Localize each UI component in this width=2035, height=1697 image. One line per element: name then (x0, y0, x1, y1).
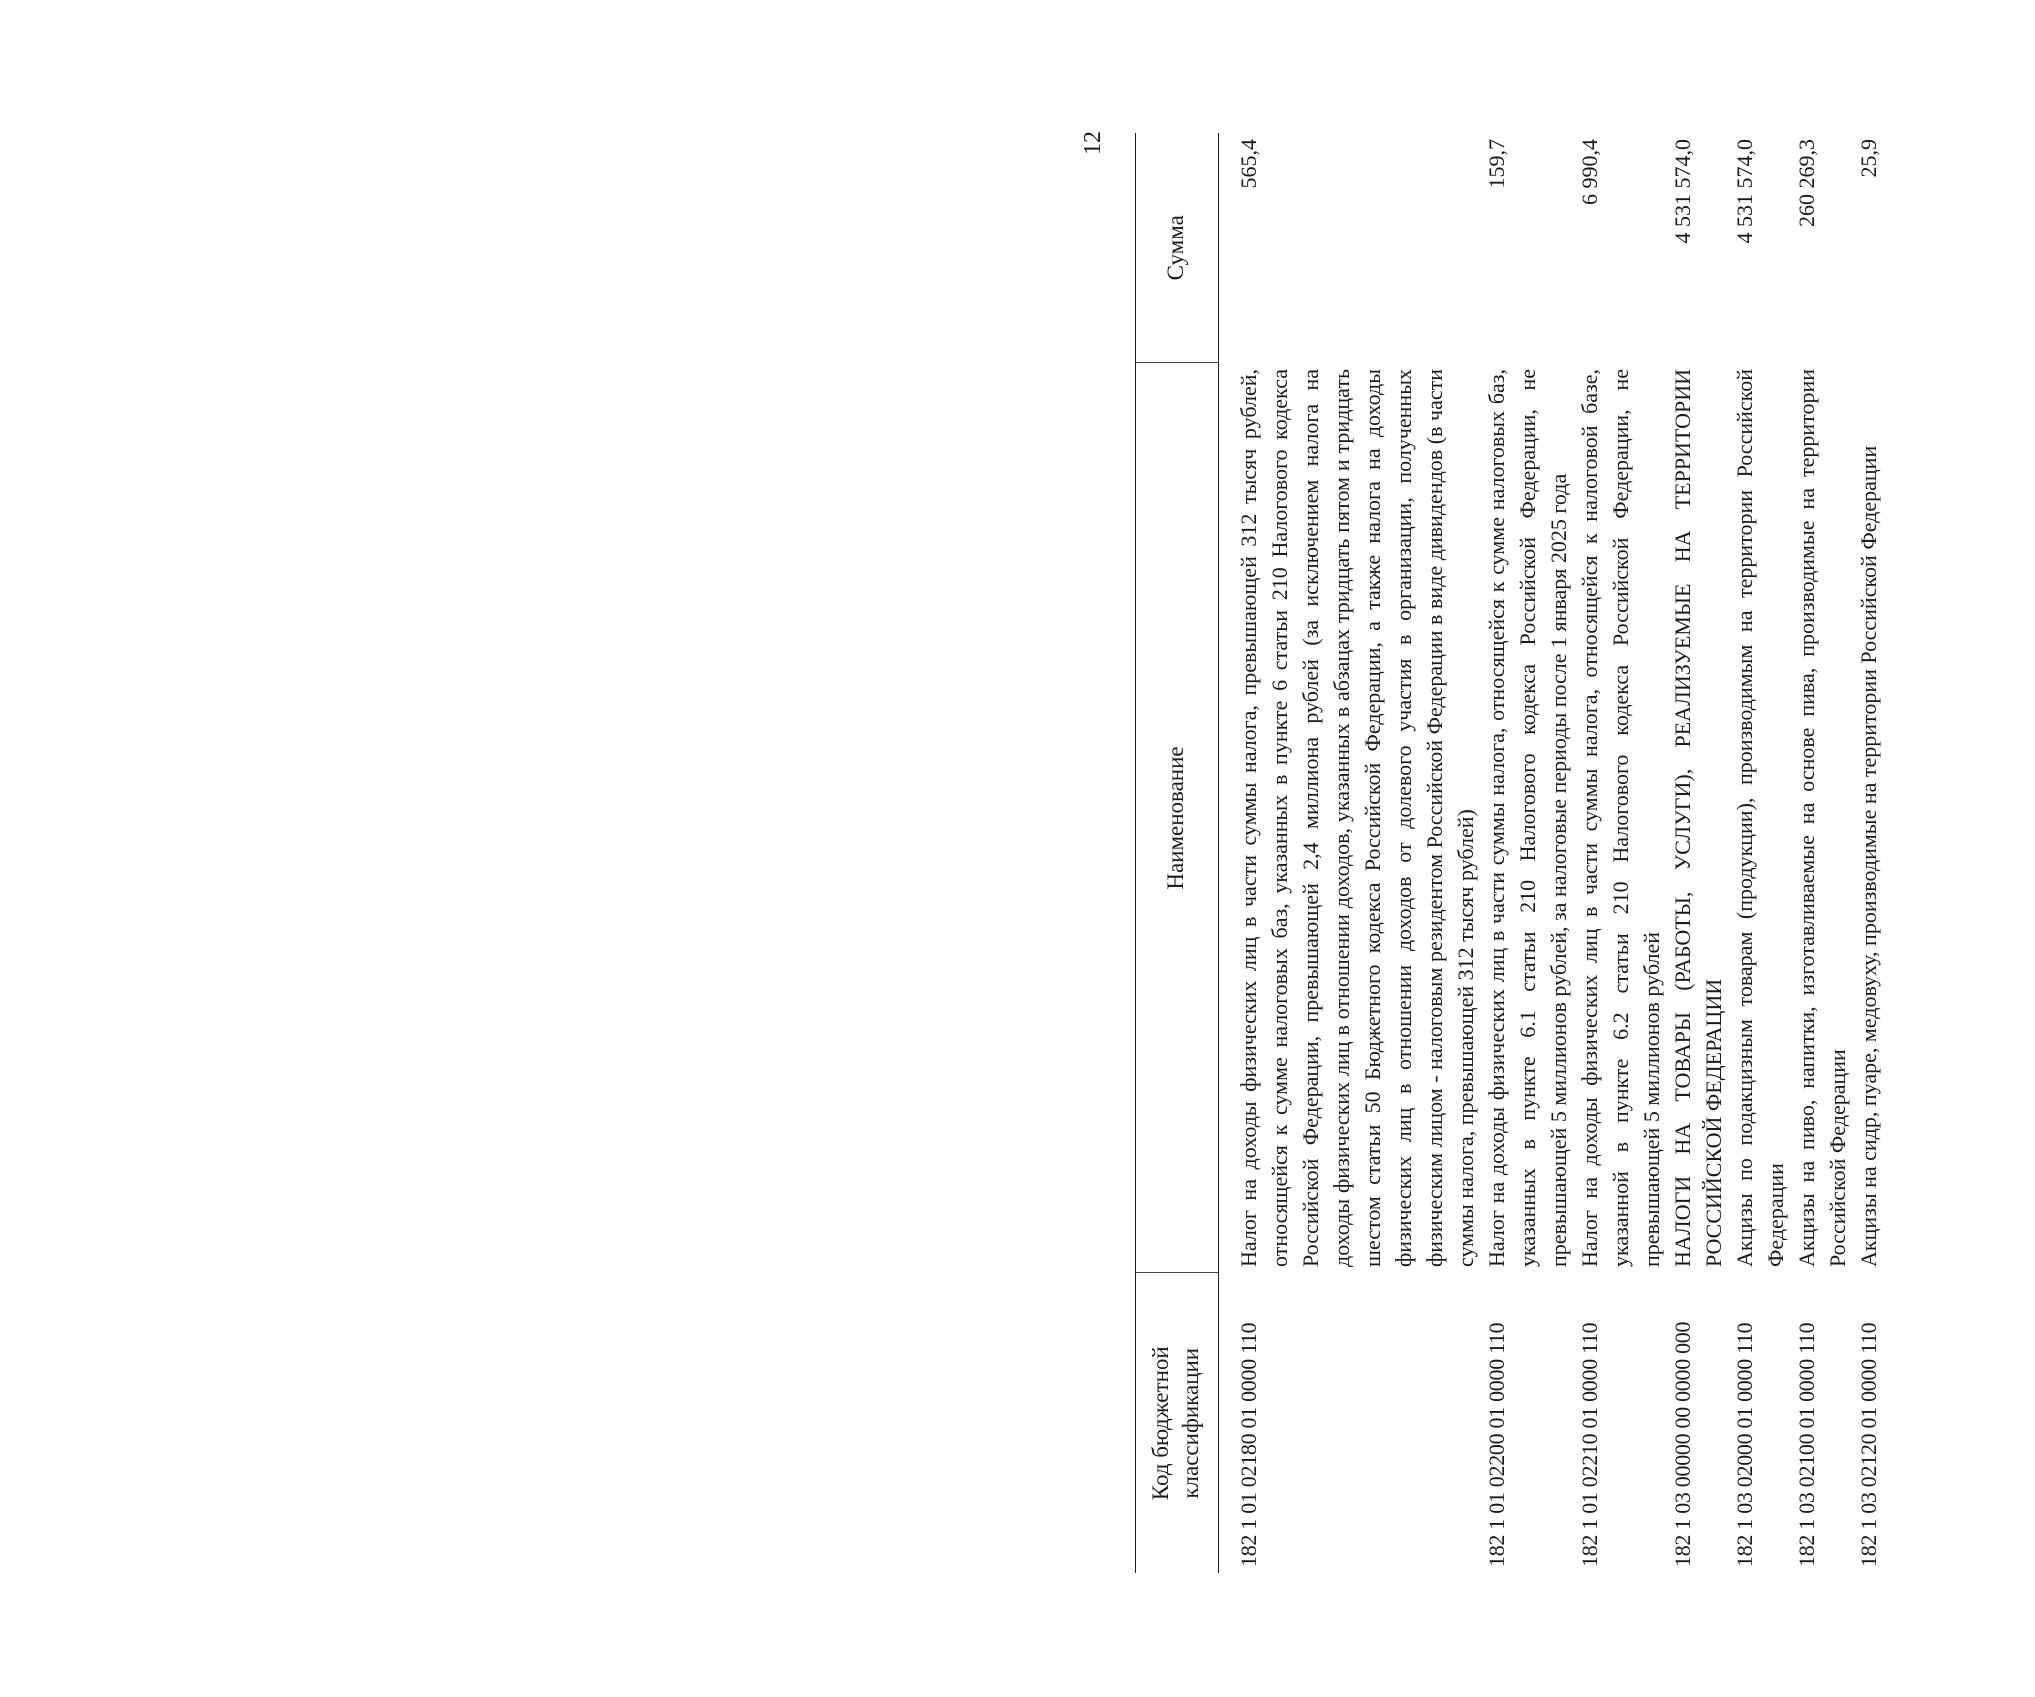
item-sum: 159,7 (1484, 139, 1509, 189)
table-row (1791, 133, 1853, 1573)
item-name: Акцизы по подакцизным товарам (продукции), производимым на территории Российской Федерации (1732, 369, 1788, 1267)
table-row (1853, 133, 1884, 1573)
item-sum: 4 531 574,0 (1670, 139, 1695, 244)
budget-code: 182 1 01 02180 01 0000 110 (1236, 1322, 1261, 1567)
page-number: 12 (1080, 131, 1106, 155)
rotated-page-content (1080, 123, 2035, 1573)
table-row (1729, 133, 1791, 1573)
budget-table (1135, 133, 1884, 1573)
header-code: Код бюджетной классификации (1136, 1273, 1219, 1573)
budget-code: 182 1 03 02100 01 0000 110 (1794, 1322, 1819, 1567)
item-name: Налог на доходы физических лиц в части суммы налога, относящейся к налоговой базе, указанной в пункте 6.2 статьи 210 Налогового кодекса Российской Федерации, не превышающей 5 миллионов рублей (1577, 369, 1664, 1267)
budget-code: 182 1 01 02200 01 0000 110 (1484, 1322, 1509, 1567)
item-name: Акцизы на пиво, напитки, изготавливаемые на основе пива, производимые на территории Российской Федерации (1794, 369, 1850, 1267)
item-sum: 260 269,3 (1794, 139, 1819, 227)
table-row (1219, 133, 1482, 1573)
item-sum: 25,9 (1856, 139, 1881, 178)
table-row (1667, 133, 1729, 1573)
item-name: Налог на доходы физических лиц в части суммы налога, относящейся к сумме налоговых баз, указанных в пункте 6.1 статьи 210 Налогового кодекса Российской Федерации, не превышающей 5 миллионов рублей, за налоговые периоды после 1 января 2025 года (1484, 369, 1571, 1267)
item-name: Акцизы на сидр, пуаре, медовуху, производимые на территории Российской Федерации (1856, 445, 1881, 1267)
header-row (1136, 133, 1219, 1573)
item-sum: 565,4 (1236, 139, 1261, 189)
budget-code: 182 1 03 00000 00 0000 000 (1670, 1321, 1695, 1567)
budget-code: 182 1 01 02210 01 0000 110 (1577, 1322, 1602, 1567)
item-sum: 6 990,4 (1577, 139, 1602, 205)
budget-code: 182 1 03 02000 01 0000 110 (1732, 1322, 1757, 1567)
budget-code: 182 1 03 02120 01 0000 110 (1856, 1322, 1881, 1567)
item-sum: 4 531 574,0 (1732, 139, 1757, 244)
table-body (1219, 133, 1885, 1573)
header-sum: Сумма (1136, 133, 1219, 363)
item-name: Налог на доходы физических лиц в части суммы налога, превышающей 312 тысяч рублей, относящейся к сумме налоговых баз, указанных в пункте 6 статьи 210 Налогового кодекса Российской Федерации, превышающей 2,4 миллиона рублей (за исключением налога на доходы физических лиц в отношении доходов, указанных в абзацах тридцать пятом и тридцать шестом статьи 50 Бюджетного кодекса Российской Федерации, а также налога на доходы физических лиц в отношении доходов от долевого участия в организации, полученных физическим лицом - налоговым резидентом Российской Федерации в виде дивидендов (в части суммы налога, превышающей 312 тысяч рублей) (1236, 369, 1478, 1267)
table-row (1574, 133, 1667, 1573)
item-name: НАЛОГИ НА ТОВАРЫ (РАБОТЫ, УСЛУГИ), РЕАЛИЗУЕМЫЕ НА ТЕРРИТОРИИ РОССИЙСКОЙ ФЕДЕРАЦИИ (1670, 369, 1726, 1267)
table-row (1481, 133, 1574, 1573)
table-header (1136, 133, 1219, 1573)
header-name: Наименование (1136, 363, 1219, 1273)
